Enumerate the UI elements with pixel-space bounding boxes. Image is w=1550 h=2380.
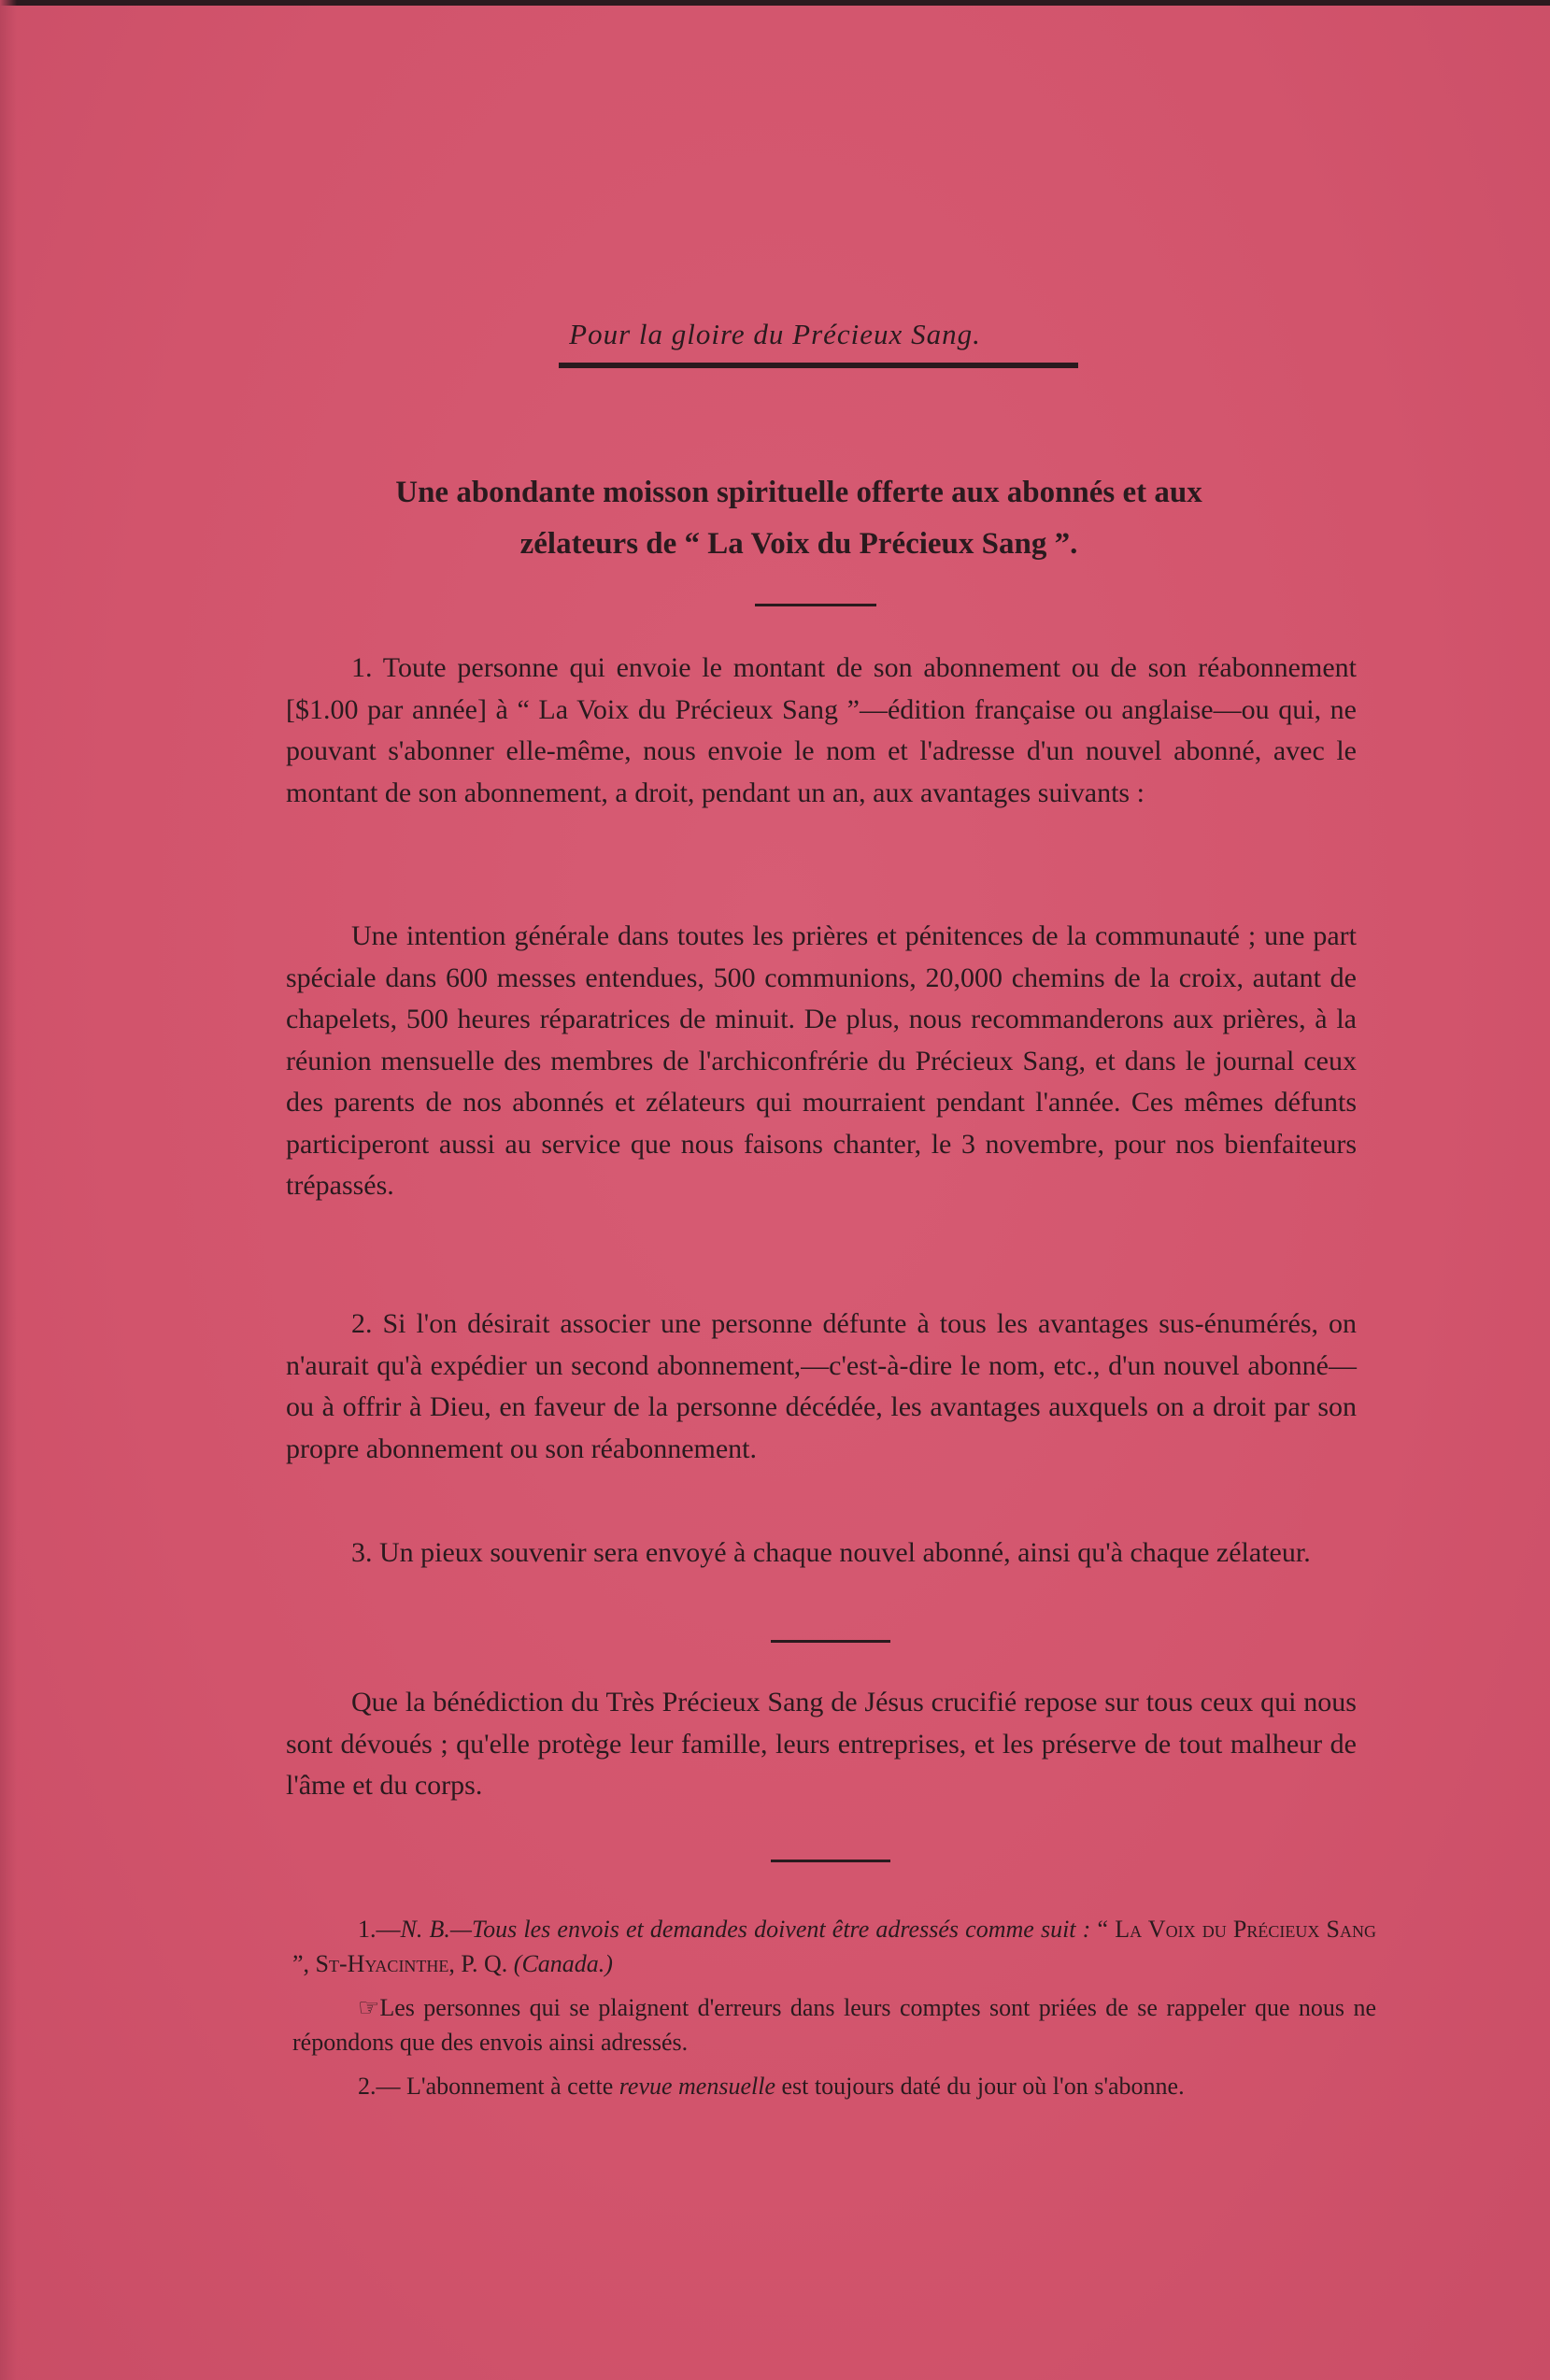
footnotes — [292, 1912, 1376, 2113]
intro-line-1: Une abondante moisson spirituelle offerte aux abonnés et aux — [395, 476, 1202, 509]
footnote-2 — [292, 2069, 1376, 2103]
footnote-1 — [292, 1912, 1376, 1981]
intro-line-2: zélateurs de “ La Voix du Précieux Sang ”. — [519, 527, 1078, 561]
footnote-pointer — [292, 1990, 1376, 2059]
page-title: Pour la gloire du Précieux Sang. — [569, 318, 981, 350]
pointing-hand-icon: ☞ — [358, 1994, 380, 2021]
footnote-1-number: 1.— — [358, 1916, 401, 1943]
paragraph-5: Que la bénédiction du Très Précieux Sang de Jésus crucifié repose sur tous ceux qui nous sont dévoués ; qu'elle protège leur famille, leurs entreprises, et les préserve de tout malheur de l'âme et du corps. — [286, 1687, 1357, 1801]
top-edge — [0, 0, 1550, 6]
divider-3 — [771, 1860, 890, 1862]
paragraph-2: Une intention générale dans toutes les prières et pénitences de la communauté ; une part spéciale dans 600 messes entendues, 500 communions, 20,000 chemins de la croix, autant de chapelets, 500 heures réparatrices de minuit. De plus, nous recommanderons aux prières, à la réunion mensuelle des membres de l'archiconfrérie du Précieux Sang, et dans le journal ceux des parents de nos abonnés et zélateurs qui mourraient pendant l'année. Ces mêmes défunts participeront aussi au service que nous faisons chanter, le 3 novembre, pour nos bienfaiteurs trépassés. — [286, 920, 1357, 1201]
divider-2 — [771, 1640, 890, 1643]
paragraph-4: 3. Un pieux souvenir sera envoyé à chaque nouvel abonné, ainsi qu'à chaque zélateur. — [351, 1537, 1311, 1568]
footnote-1-country: (Canada.) — [513, 1950, 613, 1977]
intro-heading — [308, 467, 1289, 570]
paragraph-1: 1. Toute personne qui envoie le montant de son abonnement ou de son réabonnement [$1.00 par année] à “ La Voix du Précieux Sang ”—édition française ou anglaise—ou qui, ne pouvant s'abonner elle-même, nous envoie le nom et l'adresse d'un nouvel abonné, avec le montant de son abonnement, a droit, pendant un an, aux avantages suivants : — [286, 652, 1357, 808]
footnote-2-italic: revue mensuelle — [619, 2073, 775, 2100]
paragraph-3: 2. Si l'on désirait associer une personne défunte à tous les avantages sus-énumérés, on n'aurait qu'à expédier un second abonnement,—c'est-à-dire le nom, etc., d'un nouvel abonné—ou à offrir à Dieu, en faveur de la personne décédée, les avantages auxquels on a droit par son propre abonnement ou son réabonnement. — [286, 1308, 1357, 1464]
footnote-2-prefix: 2.— L'abonnement à cette — [358, 2073, 619, 2100]
divider-1 — [755, 604, 876, 606]
footnote-2-suffix: est toujours daté du jour où l'on s'abonne. — [775, 2073, 1185, 2100]
footnote-pointer-text: Les personnes qui se plaignent d'erreurs dans leurs comptes sont priées de se rappeler que nous ne répondons que des envois ainsi adressés. — [292, 1994, 1376, 2056]
footnote-1-italic: N. B.—Tous les envois et demandes doivent être adressés comme suit : — [400, 1916, 1091, 1943]
footnote-1-address: “ La Voix du Précieux Sang ”, St-Hyacinthe, P. Q. — [292, 1916, 1376, 1977]
title-underline — [559, 363, 1078, 368]
left-edge-shadow — [0, 0, 17, 2380]
